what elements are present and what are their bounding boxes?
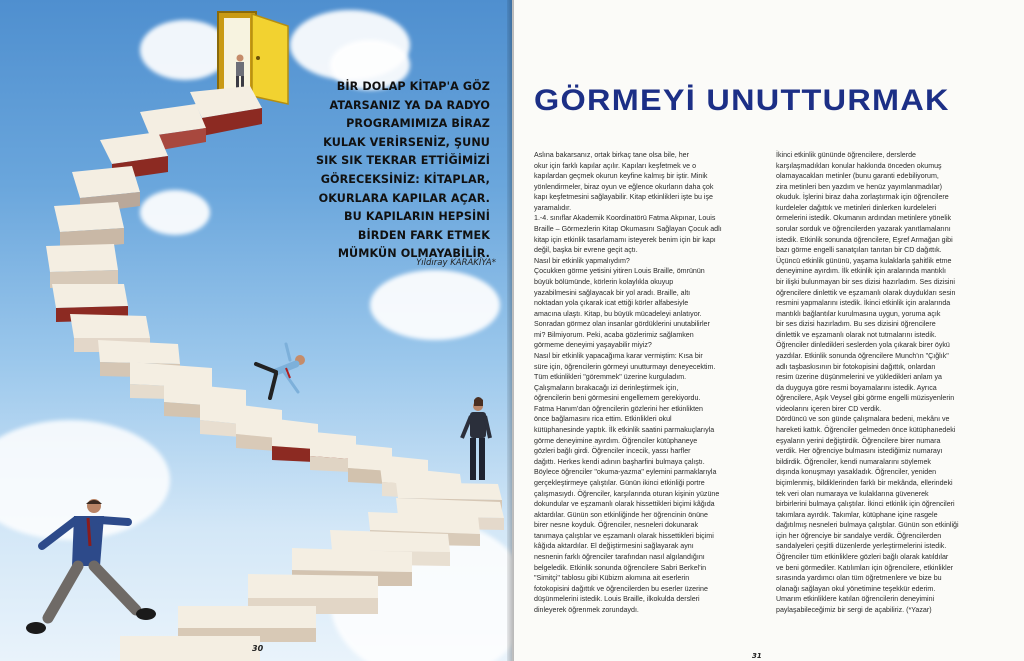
article-text-line: kapı keşfetmesini sağlayabilir. Kitap etkinlikleri işte bu işe <box>534 193 714 202</box>
article-text-line: büyük bölümünde, körlerin kolaylıkla okuyup <box>534 277 674 286</box>
article-text-line: öğrencilere dinlettik ve eşzamanlı olarak duydukları sesin <box>776 288 956 297</box>
article-text-line: önce bağlamasını rica ettim. Etkinlikleri okul <box>534 415 672 424</box>
article-column-1 <box>534 150 762 615</box>
article-text-line: Öğrenciler dinledikleri seslerden yola çıkarak birer öykü <box>776 341 950 350</box>
pull-quote-line: MÜMKÜN OLMAYABİLİR. <box>337 247 490 261</box>
article-text-line: karşılaşmadıkları konular hakkında önceden okumuş <box>776 161 942 170</box>
pull-quote-line: ATARSANIZ YA DA RADYO <box>329 98 490 112</box>
article-text-line: öğrencilerin beni görmesini engellemem gerekiyordu. <box>534 394 701 403</box>
article-text-line: kapılardan geçmek okurun keyfine kalmış bir iştir. Minik <box>534 172 708 181</box>
pull-quote <box>250 78 490 264</box>
article-text-line: düşünmelerini istedik. Louis Braille, ilkokulda dersleri <box>534 595 700 604</box>
article-text-line: Üçüncü etkinlik gününü, yaşama kulaklarla şahitlik etme <box>776 256 952 265</box>
article-text-line: yazdılar. Etkinlik sonunda öğrencilere Munch'ın "Çığlık" <box>776 351 949 360</box>
article-column-2 <box>776 150 1004 615</box>
pull-quote-line: PROGRAMIMIZA BİRAZ <box>346 117 490 131</box>
article-text-line: öğrencilere, Aşık Veysel gibi görme engelli müzisyenlerin <box>776 394 955 403</box>
article-text-line: da duyguya göre resmi boyamalarını istedik. Ayrıca <box>776 383 937 392</box>
article-text-line: hareketi kattık. Öğrenciler gelmeden önce kütüphanedeki <box>776 426 956 435</box>
article-text-line: örmelerini istedik. Okumanın ardından metinlere yönelik <box>776 214 952 223</box>
article-text-line: Nasıl bir etkinlik yapmalıydım? <box>534 256 630 265</box>
article-text-line: gerçekleştirmeye çalıştılar. Günün ikinci etkinliği portre <box>534 478 705 487</box>
quote-author: Yıldıray KARAKİYA* <box>416 258 496 268</box>
article-text-line: eşyaların yerini değiştirdik. Öğrencilere birer numara <box>776 436 941 445</box>
article-text-line: ve beni görmediler. Katılımları için öğrencilere, etkinlikler <box>776 563 954 572</box>
article-text-line: nesnenin farklı öğrenciler tarafından nasıl algılandığını <box>534 552 705 561</box>
article-text-line: gözleri bağlı girdi. Öğrenciler incecik, yassı harfler <box>534 447 691 456</box>
page-number-left: 30 <box>252 644 264 653</box>
article-text-line: kütüphanesinde yaptık. İlk etkinlik saatini parmakuçlarıyla <box>534 426 715 435</box>
article-text-line: fotokopisini dağıttık ve öğrencilerden bu eserler üzerine <box>534 584 708 593</box>
article-text-line: takımlara ayırdık. Takımlar, kütüphane içine rasgele <box>776 510 938 519</box>
article-text-line: verdik. Her öğrenciye bulmasını istediğimiz numarayı <box>776 447 943 456</box>
article-text-line: Böylece öğrenciler "okuma-yazma" eylemini parmaklarıyla <box>534 468 717 477</box>
pull-quote-line: GÖRECEKSİNİZ: KİTAPLAR, <box>320 172 490 186</box>
running-man-icon <box>26 499 156 634</box>
article-text-line: Öğrenciler tüm etkinliklere gözleri bağlı olarak katıldılar <box>776 552 949 561</box>
article-text-line: bildirdik. Öğrenciler, kendi numaralarını söylemek <box>776 457 931 466</box>
article-text-line: mantıklı bağlantılar kurulmasına uygun, yoruma açık <box>776 309 941 318</box>
article-text-line: paylaşabileceğimiz bir sergi de açabiliriz. (*Yazar) <box>776 605 932 614</box>
article-text-line: zira metinleri ben yazdım ve henüz yayımlanmadılar) <box>776 182 942 191</box>
article-text-line: çalışmasıydı. Öğrenciler, karşılarında oturan kişinin yüzüne <box>534 489 720 498</box>
article-text-line: yazabilmesini sağlayacak bir yol aradı. Braille, altı <box>534 288 691 297</box>
article-text-line: tek veri olan numaraya ve kulaklarına güvenerek <box>776 489 929 498</box>
article-text-line: videolarını içeren birer CD verdik. <box>776 404 882 413</box>
article-text-line: istedik. Etkinlik sonunda öğrencilere, Eşref Armağan gibi <box>776 235 953 244</box>
falling-man-icon <box>256 344 305 398</box>
pull-quote-line: KULAK VERİRSENİZ, ŞUNU <box>323 135 490 149</box>
article-text-line: görme deneyimine ayırdım. Öğrenciler kütüphaneye <box>534 436 698 445</box>
article-text-line: Çocukken görme yetisini yitiren Louis Braille, ömrünün <box>534 267 705 276</box>
article-text-line: Aslına bakarsanız, ortak birkaç tane olsa bile, her <box>534 151 689 159</box>
article-text-line: "Simitçi" tablosu gibi Kübizm akımına ait eserlerin <box>534 574 690 583</box>
article-text-line: sorular sorduk ve öğrencilerden yazarak yanıtlamalarını <box>776 225 951 234</box>
article-text-line: dağıttı. Herkes kendi adının başharfini bulmaya çalıştı. <box>534 457 705 466</box>
article-text-line: dinlettik ve eşzamanlı olarak not tutmalarını istedik. <box>776 330 937 339</box>
article-text-line: İkinci etkinlik gününde öğrencilere, derslerde <box>776 151 916 159</box>
article-text-line: Çalışmaların bırakacağı izi derinleştirmek için, <box>534 383 679 392</box>
page-number-right: 31 <box>752 652 762 660</box>
article-text-line: amacına ulaştı. Kitap, bu büyük mücadeleyi anlatıyor. <box>534 309 702 318</box>
article-text-line: resim üzerine düşünmelerini ve yükledikleri anlam ya <box>776 373 942 382</box>
article-text-line: Braille – Görmezlerin Kitap Okumasını Sağlayan Çocuk adlı <box>534 225 722 234</box>
article-text-line: kâğıda aktardılar. El değiştirmesini sağlayarak aynı <box>534 542 694 551</box>
article-text-line: Sonradan görmez olan insanlar gördüklerini unutabilirler <box>534 320 710 329</box>
article-text-line: okuduk. İşlerini biraz daha zorlaştırmak için öğrencilere <box>776 193 949 202</box>
article-text-line: bir ilişki bulunmayan bir ses dizisi hazırladım. Ses dizisini <box>776 277 955 286</box>
article-text-line: yaramalıdır. <box>534 203 572 212</box>
article-text-line: okur için farklı kapılar açılır. Kapıları keşfetmek ve o <box>534 161 697 170</box>
article-text-line: adlı taşbaskısının bir fotokopisini dağıttık, onlardan <box>776 362 936 371</box>
article-text-line: Umarım etkinliklere katılan öğrencilerin deneyimini <box>776 595 935 604</box>
article-text-line: mi? Bilmiyorum. Peki, acaba gözlerimiz sağlamken <box>534 330 694 339</box>
article-text-line: için her öğrenciye bir sandalye verdik. Öğrencilerden <box>776 531 942 540</box>
right-page-article <box>514 0 1024 661</box>
article-text-line: birer nesne koyduk. Öğrenciler, nesneleri dokunarak <box>534 521 699 530</box>
pull-quote-line: BİRDEN FARK ETMEK <box>357 228 490 242</box>
article-text-line: Tüm etkinlikleri "göremmek" üzerine kurguladım. <box>534 373 687 382</box>
article-text-line: dokundular ve eşzamanlı olarak hissettikleri biçimi kâğıda <box>534 500 715 509</box>
pull-quote-line: SIK SIK TEKRAR ETTİĞİMİZİ <box>315 154 490 168</box>
article-text-line: yönlendirmeler, biraz oyun ve eğlence okurların daha çok <box>534 182 714 191</box>
article-text-line: sırasında yardımcı olan tüm öğretmenlere ve bize bu <box>776 574 942 583</box>
article-text-line: Fatma Hanım'dan öğrencilerin gözlerini her etkinlikten <box>534 404 703 413</box>
article-text-line: görmeme deneyimi yaşayabilir miyiz? <box>534 341 652 350</box>
article-text-line: olanağı sağlayan okul yönetimine teşekkür ederim. <box>776 584 936 593</box>
article-text-line: süre için, öğrencilerin görmeyi unutturmayı deneyecektim. <box>534 362 716 371</box>
article-text-line: tanımaya çalıştılar ve eşzamanlı olarak hissettikleri biçimi <box>534 531 714 540</box>
article-text-line: 1.-4. sınıflar Akademik Koordinatörü Fatma Akpınar, Louis <box>534 214 716 223</box>
article-text-line: olamayacakları metinler (bunu garanti edebiliyorum, <box>776 172 939 181</box>
article-text-line: kurdeleler dağıttık ve metinleri dinlerken kurdeleleri <box>776 203 937 212</box>
pull-quote-line: BİR DOLAP KİTAP'A GÖZ <box>336 80 490 93</box>
article-text-line: sandalyeleri çeşitli düzenlerde yerleştirmelerini istedik. <box>776 542 947 551</box>
article-text-line: birbirlerini bulmaya çalıştılar. İkinci etkinlik için öğrencileri <box>776 500 955 509</box>
article-text-line: biçimlenmiş, bildiklerinden farklı bir mekânda, ellerindeki <box>776 478 953 487</box>
article-text-line: dinleyerek öğrenmek zorundaydı. <box>534 605 639 614</box>
article-text-line: dağıtılmış nesneleri bulmaya çalıştılar. Günün son etkinliği <box>776 521 959 530</box>
standing-woman-icon <box>462 397 490 480</box>
article-text-line: dışında konuşmayı yasakladık. Öğrenciler, yeniden <box>776 468 937 477</box>
article-text-line: resmini yapmalarını istedik. İkinci etkinlik için aralarında <box>776 299 951 308</box>
pull-quote-line: BU KAPILARIN HEPSİNİ <box>344 210 490 224</box>
article-text-line: Dördüncü ve son günde çalışmalara bedeni, mekânı ve <box>776 415 950 424</box>
article-text-line: aktardılar. Günün son etkinliğinde her öğrencinin önüne <box>534 510 708 519</box>
article-title: GÖRMEYİ UNUTTURMAK <box>534 84 950 117</box>
article-text-line: değil, başka bir evrene geçit açtı. <box>534 246 638 255</box>
pull-quote-line: OKURLARA KAPILAR AÇAR. <box>318 191 490 205</box>
article-text-line: deneyimine ayırdım. İlk etkinlik için aralarında mantıklı <box>776 267 946 276</box>
article-text-line: bir ses dizisi hazırladım. Bu ses dizisini öğrencilere <box>776 320 936 329</box>
article-text-line: noktadan yola çıkarak icat ettiği körler alfabesiyle <box>534 299 689 308</box>
article-text-line: belgeledik. Etkinlik sonunda öğrencilere Sabri Berkel'in <box>534 563 707 572</box>
article-text-line: kitap için etkinlik tasarlamamı isteyerek benim için bir kapı <box>534 235 716 244</box>
article-text-line: bazı görme engelli sanatçıları tanıtan bir CD dağıttık. <box>776 246 942 255</box>
article-text-line: Nasıl bir etkinlik yapacağıma karar vermiştim: Kısa bir <box>534 351 703 360</box>
